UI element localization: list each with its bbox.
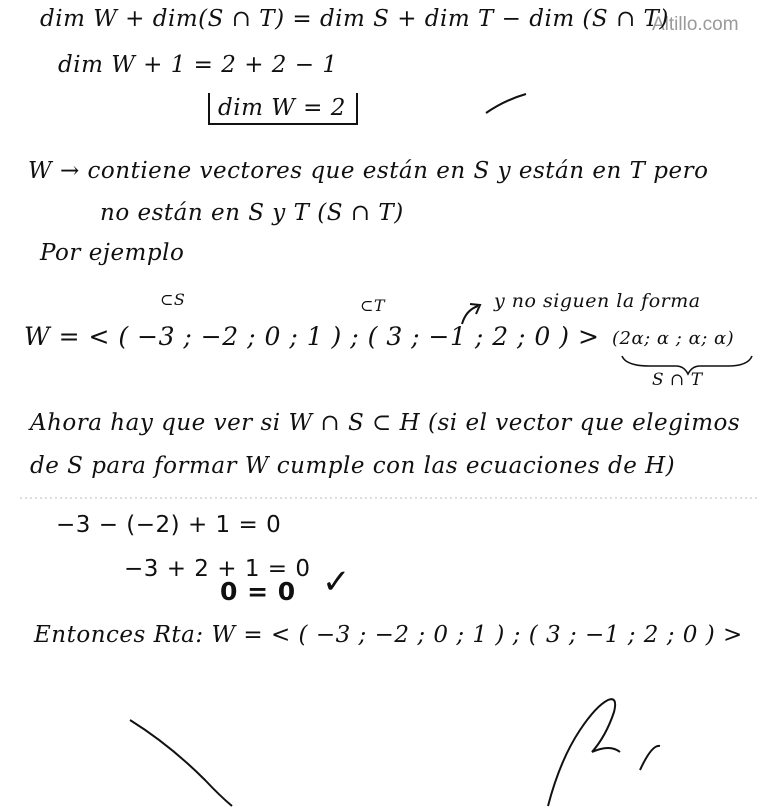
watermark: Altillo.com [652,14,739,35]
boxed-result: dim W = 2 [208,93,358,125]
dimension-formula: dim W + dim(S ∩ T) = dim S + dim T − dim (S ∩ T) [40,6,669,32]
equation-substitution: −3 − (−2) + 1 = 0 [56,512,282,538]
w-description-line2: no están en S y T (S ∩ T) [100,200,404,226]
check-mark-icon: ✓ [322,562,351,602]
underbrace-icon [622,356,752,374]
subset-t-label: ⊂T [360,296,386,315]
intersection-label: S ∩ T [652,370,703,390]
signature-stroke-left [130,720,232,806]
dimension-values: dim W + 1 = 2 + 2 − 1 [58,52,338,78]
signature-mark [548,699,620,806]
form-expression: (2α; α ; α; α) [612,328,735,349]
pen-stroke [486,94,526,113]
check-statement-line1: Ahora hay que ver si W ∩ S ⊂ H (si el vector que elegimos [30,410,741,436]
subset-s-label: ⊂S [160,290,186,309]
example-heading: Por ejemplo [40,240,185,266]
arrow-icon [462,306,478,324]
signature-stroke-right [640,746,660,770]
equation-simplified: −3 + 2 + 1 = 0 [124,556,311,582]
w-description-line1: W → contiene vectores que están en S y están en T pero [28,158,709,184]
example-vectors: W = < ( −3 ; −2 ; 0 ; 1 ) ; ( 3 ; −1 ; 2 ; 0 ) > [24,322,600,351]
equation-result: 0 = 0 [220,577,296,606]
check-statement-line2: de S para formar W cumple con las ecuaciones de H) [30,453,676,479]
final-answer: Entonces Rta: W = < ( −3 ; −2 ; 0 ; 1 ) ; ( 3 ; −1 ; 2 ; 0 ) > [34,622,743,648]
form-note: y no siguen la forma [494,290,701,312]
